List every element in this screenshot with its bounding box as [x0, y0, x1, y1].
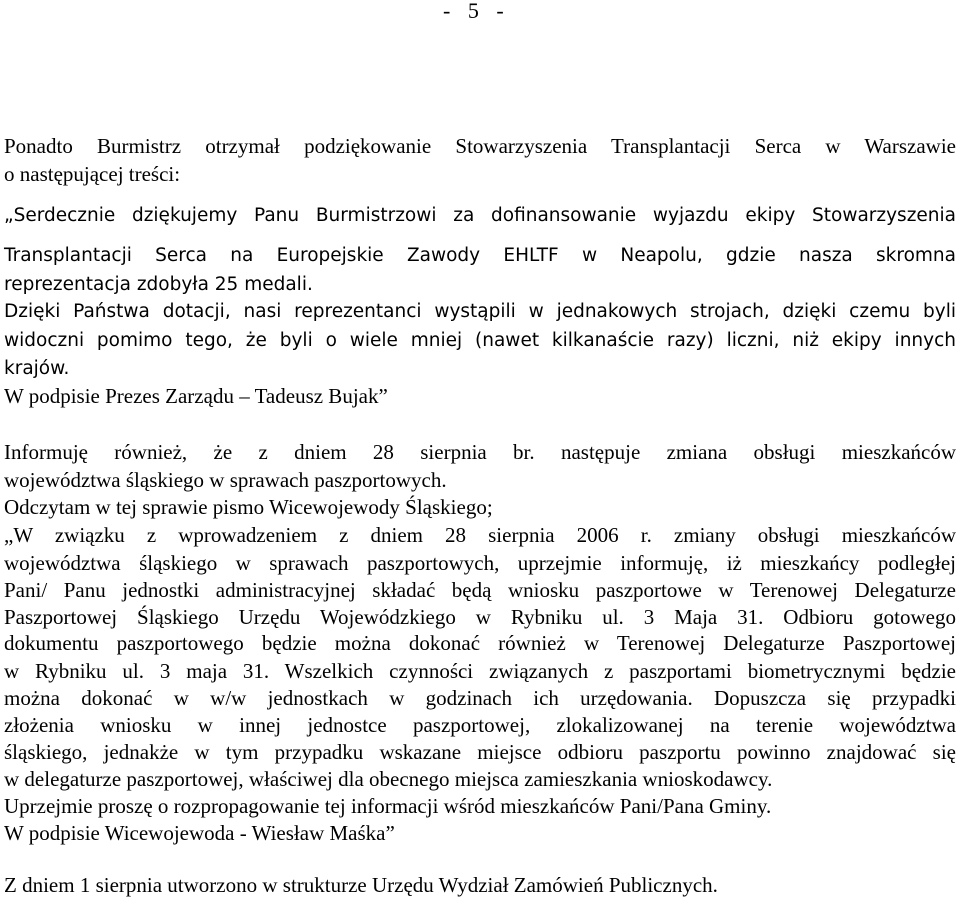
text-line: Transplantacji Serca na Europejskie Zawody EHLTF w Neapolu, gdzie nasza skromna	[4, 245, 956, 266]
text-line: w delegaturze paszportowej, właściwej dla obecnego miejsca zamieszkania wnioskodawcy.	[4, 767, 773, 791]
text-line: „Serdecznie dziękujemy Panu Burmistrzowi za dofinansowanie wyjazdu ekipy Stowarzyszenia	[4, 205, 956, 226]
text-line: województwa śląskiego w sprawach paszportowych, uprzejmie informuję, iż mieszkańcy podległej	[4, 551, 956, 575]
text-line: widoczni pomimo tego, że byli o wiele mniej (nawet kilkanaście razy) liczni, niż ekipy innych	[4, 330, 956, 351]
text-line: dokumentu paszportowego będzie można dokonać również w Terenowej Delegaturze Paszportowej	[4, 631, 956, 655]
text-line: Uprzejmie proszę o rozpropagowanie tej informacji wśród mieszkańców Pani/Pana Gminy.	[4, 794, 772, 818]
text-line: W podpisie Prezes Zarządu – Tadeusz Bujak”	[4, 384, 388, 408]
text-line: reprezentacja zdobyła 25 medali.	[4, 274, 313, 295]
text-line: Informuję również, że z dniem 28 sierpnia br. następuje zmiana obsługi mieszkańców	[4, 440, 956, 464]
text-line: Z dniem 1 sierpnia utworzono w strukturze Urzędu Wydział Zamówień Publicznych.	[4, 873, 718, 897]
text-line: Pani/ Panu jednostki administracyjnej składać będą wniosku paszportowe w Terenowej Delegaturze	[4, 578, 956, 602]
text-line: Paszportowej Śląskiego Urzędu Wojewódzkiego w Rybniku ul. 3 Maja 31. Odbioru gotowego	[4, 605, 956, 629]
text-line: śląskiego, jednakże w tym przypadku wskazane miejsce odbioru paszportu powinno znajdować się	[4, 740, 956, 764]
text-line: krajów.	[4, 358, 70, 379]
text-line: w Rybniku ul. 3 maja 31. Wszelkich czynności związanych z paszportami biometrycznymi będzie	[4, 659, 956, 683]
text-line: W podpisie Wicewojewoda - Wiesław Maśka”	[4, 821, 395, 845]
text-line: złożenia wniosku w innej jednostce paszportowej, zlokalizowanej na terenie województwa	[4, 713, 956, 737]
text-line: Dzięki Państwa dotacji, nasi reprezentanci wystąpili w jednakowych strojach, dzięki czemu byli	[4, 301, 956, 322]
text-line: „W związku z wprowadzeniem z dniem 28 sierpnia 2006 r. zmiany obsługi mieszkańców	[4, 523, 956, 547]
text-line: Ponadto Burmistrz otrzymał podziękowanie Stowarzyszenia Transplantacji Serca w Warszawie	[4, 134, 956, 158]
text-line: można dokonać w w/w jednostkach w godzinach ich urzędowania. Dopuszcza się przypadki	[4, 686, 956, 710]
page-number: - 5 -	[443, 0, 510, 23]
text-line: Odczytam w tej sprawie pismo Wicewojewody Śląskiego;	[4, 495, 493, 519]
text-line: województwa śląskiego w sprawach paszportowych.	[4, 468, 447, 492]
text-line: o następującej treści:	[4, 162, 181, 186]
